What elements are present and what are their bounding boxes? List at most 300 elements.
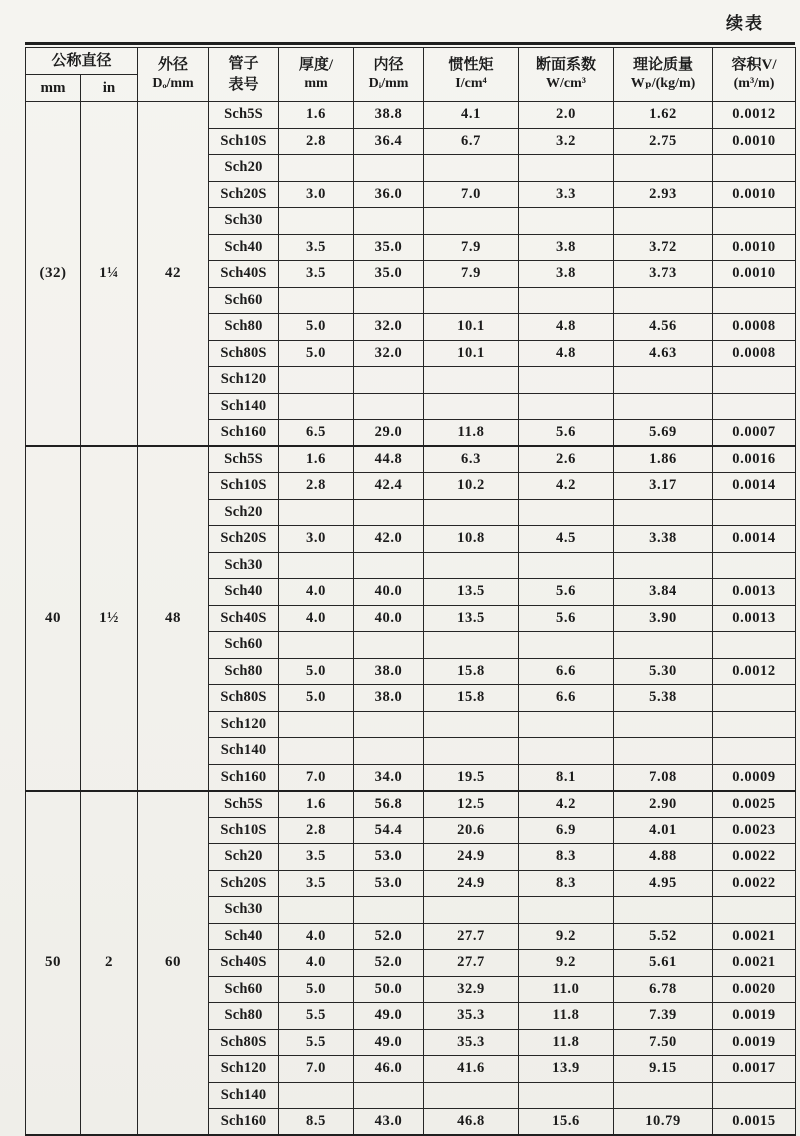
section-modulus-cell: 4.2 xyxy=(519,791,614,818)
mass-cell: 3.90 xyxy=(614,605,713,632)
section-modulus-cell xyxy=(519,632,614,659)
section-modulus-cell xyxy=(519,367,614,394)
inner-diameter-cell xyxy=(354,552,424,579)
section-modulus-cell: 6.9 xyxy=(519,817,614,844)
schedule-cell: Sch10S xyxy=(209,817,279,844)
volume-cell xyxy=(713,155,796,182)
volume-cell xyxy=(713,499,796,526)
schedule-cell: Sch20 xyxy=(209,844,279,871)
thickness-cell: 3.5 xyxy=(279,870,354,897)
inertia-cell xyxy=(424,738,519,765)
inertia-cell xyxy=(424,499,519,526)
volume-cell: 0.0012 xyxy=(713,102,796,129)
schedule-cell: Sch160 xyxy=(209,1109,279,1136)
schedule-cell: Sch40S xyxy=(209,261,279,288)
mass-cell xyxy=(614,499,713,526)
header-theoretical-mass: 理论质量 Wₚ/(kg/m) xyxy=(614,48,713,102)
inner-diameter-cell xyxy=(354,897,424,924)
inner-diameter-cell: 29.0 xyxy=(354,420,424,447)
header-volume: 容积V/ (m³/m) xyxy=(713,48,796,102)
mass-cell xyxy=(614,711,713,738)
inertia-cell: 7.9 xyxy=(424,234,519,261)
inertia-cell xyxy=(424,367,519,394)
volume-cell: 0.0009 xyxy=(713,764,796,791)
mass-cell: 3.38 xyxy=(614,526,713,553)
section-modulus-cell: 4.5 xyxy=(519,526,614,553)
mass-cell xyxy=(614,367,713,394)
thickness-cell: 3.0 xyxy=(279,526,354,553)
inertia-cell: 4.1 xyxy=(424,102,519,129)
continued-table-label: 续表 xyxy=(726,14,764,33)
section-modulus-cell: 3.2 xyxy=(519,128,614,155)
thickness-cell: 1.6 xyxy=(279,102,354,129)
inner-diameter-cell: 42.4 xyxy=(354,473,424,500)
volume-cell xyxy=(713,711,796,738)
mass-cell xyxy=(614,393,713,420)
table-row xyxy=(26,102,796,129)
thickness-cell: 4.0 xyxy=(279,579,354,606)
mass-cell xyxy=(614,287,713,314)
section-modulus-cell xyxy=(519,287,614,314)
inertia-cell: 10.8 xyxy=(424,526,519,553)
mass-cell: 9.15 xyxy=(614,1056,713,1083)
inertia-cell xyxy=(424,155,519,182)
thickness-cell: 5.5 xyxy=(279,1029,354,1056)
schedule-cell: Sch60 xyxy=(209,632,279,659)
section-modulus-cell: 5.6 xyxy=(519,579,614,606)
inner-diameter-cell xyxy=(354,367,424,394)
inertia-cell xyxy=(424,711,519,738)
inner-diameter-cell: 50.0 xyxy=(354,976,424,1003)
volume-cell: 0.0023 xyxy=(713,817,796,844)
mass-cell xyxy=(614,738,713,765)
schedule-cell: Sch30 xyxy=(209,897,279,924)
inertia-cell: 7.9 xyxy=(424,261,519,288)
schedule-cell: Sch20 xyxy=(209,155,279,182)
inertia-cell: 24.9 xyxy=(424,870,519,897)
schedule-cell: Sch80S xyxy=(209,1029,279,1056)
inertia-cell: 24.9 xyxy=(424,844,519,871)
schedule-cell: Sch30 xyxy=(209,552,279,579)
section-modulus-cell: 2.0 xyxy=(519,102,614,129)
header-section-modulus: 断面系数 W/cm³ xyxy=(519,48,614,102)
inertia-cell: 46.8 xyxy=(424,1109,519,1136)
schedule-cell: Sch20 xyxy=(209,499,279,526)
inertia-cell xyxy=(424,1082,519,1109)
inner-diameter-cell xyxy=(354,499,424,526)
inner-diameter-cell: 32.0 xyxy=(354,314,424,341)
thickness-cell: 3.0 xyxy=(279,181,354,208)
section-modulus-cell: 5.6 xyxy=(519,605,614,632)
inner-diameter-cell: 32.0 xyxy=(354,340,424,367)
schedule-cell: Sch5S xyxy=(209,102,279,129)
section-modulus-cell xyxy=(519,711,614,738)
header-nominal-diameter: 公称直径 xyxy=(26,48,138,75)
mass-cell xyxy=(614,897,713,924)
mass-cell xyxy=(614,552,713,579)
volume-cell xyxy=(713,632,796,659)
mass-cell: 4.56 xyxy=(614,314,713,341)
section-modulus-cell: 8.1 xyxy=(519,764,614,791)
nominal-mm-cell: 40 xyxy=(26,446,81,791)
volume-cell: 0.0007 xyxy=(713,420,796,447)
thickness-cell xyxy=(279,552,354,579)
thickness-cell: 5.0 xyxy=(279,340,354,367)
section-modulus-cell: 5.6 xyxy=(519,420,614,447)
inner-diameter-cell: 40.0 xyxy=(354,579,424,606)
volume-cell xyxy=(713,208,796,235)
thickness-cell: 3.5 xyxy=(279,261,354,288)
section-modulus-cell: 4.2 xyxy=(519,473,614,500)
section-modulus-cell: 11.8 xyxy=(519,1003,614,1030)
table-body xyxy=(26,102,796,1136)
schedule-cell: Sch120 xyxy=(209,1056,279,1083)
thickness-cell: 1.6 xyxy=(279,446,354,473)
header-schedule: 管子 表号 xyxy=(209,48,279,102)
thickness-cell xyxy=(279,632,354,659)
mass-cell: 7.50 xyxy=(614,1029,713,1056)
inertia-cell xyxy=(424,287,519,314)
inner-diameter-cell: 38.8 xyxy=(354,102,424,129)
inner-diameter-cell: 36.4 xyxy=(354,128,424,155)
schedule-cell: Sch40 xyxy=(209,923,279,950)
nominal-in-cell: 2 xyxy=(81,791,138,1136)
inner-diameter-cell xyxy=(354,632,424,659)
inertia-cell xyxy=(424,632,519,659)
section-modulus-cell: 3.8 xyxy=(519,234,614,261)
inner-diameter-cell xyxy=(354,208,424,235)
inertia-cell: 15.8 xyxy=(424,658,519,685)
pipe-dimensions-table-wrap xyxy=(25,42,795,1136)
inertia-cell xyxy=(424,393,519,420)
outer-diameter-cell: 60 xyxy=(138,791,209,1136)
thickness-cell: 3.5 xyxy=(279,234,354,261)
volume-cell: 0.0015 xyxy=(713,1109,796,1136)
thickness-cell: 3.5 xyxy=(279,844,354,871)
inertia-cell xyxy=(424,208,519,235)
volume-cell: 0.0019 xyxy=(713,1003,796,1030)
section-modulus-cell: 3.3 xyxy=(519,181,614,208)
inner-diameter-cell: 43.0 xyxy=(354,1109,424,1136)
mass-cell: 5.69 xyxy=(614,420,713,447)
inertia-cell: 35.3 xyxy=(424,1003,519,1030)
schedule-cell: Sch140 xyxy=(209,1082,279,1109)
section-modulus-cell xyxy=(519,208,614,235)
section-modulus-cell xyxy=(519,1082,614,1109)
mass-cell: 5.38 xyxy=(614,685,713,712)
volume-cell: 0.0008 xyxy=(713,314,796,341)
schedule-cell: Sch120 xyxy=(209,711,279,738)
inner-diameter-cell: 56.8 xyxy=(354,791,424,818)
thickness-cell: 5.0 xyxy=(279,685,354,712)
inertia-cell: 27.7 xyxy=(424,950,519,977)
inner-diameter-cell: 46.0 xyxy=(354,1056,424,1083)
section-modulus-cell: 8.3 xyxy=(519,870,614,897)
mass-cell: 2.93 xyxy=(614,181,713,208)
header-outer-diameter: 外径 Dₒ/mm xyxy=(138,48,209,102)
mass-cell: 2.75 xyxy=(614,128,713,155)
inner-diameter-cell: 49.0 xyxy=(354,1003,424,1030)
schedule-cell: Sch140 xyxy=(209,738,279,765)
inertia-cell: 13.5 xyxy=(424,605,519,632)
inner-diameter-cell: 42.0 xyxy=(354,526,424,553)
inertia-cell: 32.9 xyxy=(424,976,519,1003)
outer-diameter-cell: 42 xyxy=(138,102,209,447)
volume-cell: 0.0013 xyxy=(713,579,796,606)
mass-cell: 3.17 xyxy=(614,473,713,500)
section-modulus-cell: 9.2 xyxy=(519,923,614,950)
section-modulus-cell: 2.6 xyxy=(519,446,614,473)
mass-cell: 3.73 xyxy=(614,261,713,288)
mass-cell: 1.86 xyxy=(614,446,713,473)
volume-cell: 0.0016 xyxy=(713,446,796,473)
inertia-cell xyxy=(424,897,519,924)
mass-cell xyxy=(614,1082,713,1109)
section-modulus-cell xyxy=(519,499,614,526)
inertia-cell: 41.6 xyxy=(424,1056,519,1083)
schedule-cell: Sch160 xyxy=(209,420,279,447)
inertia-cell: 6.7 xyxy=(424,128,519,155)
section-modulus-cell: 3.8 xyxy=(519,261,614,288)
inner-diameter-cell: 40.0 xyxy=(354,605,424,632)
inner-diameter-cell: 35.0 xyxy=(354,261,424,288)
thickness-cell xyxy=(279,155,354,182)
volume-cell: 0.0025 xyxy=(713,791,796,818)
inertia-cell: 10.2 xyxy=(424,473,519,500)
table-row xyxy=(26,791,796,818)
inner-diameter-cell: 54.4 xyxy=(354,817,424,844)
thickness-cell xyxy=(279,897,354,924)
table-row xyxy=(26,446,796,473)
volume-cell: 0.0010 xyxy=(713,261,796,288)
volume-cell: 0.0017 xyxy=(713,1056,796,1083)
schedule-cell: Sch20S xyxy=(209,870,279,897)
section-modulus-cell: 11.8 xyxy=(519,1029,614,1056)
schedule-cell: Sch80 xyxy=(209,314,279,341)
schedule-cell: Sch40 xyxy=(209,579,279,606)
volume-cell: 0.0022 xyxy=(713,844,796,871)
volume-cell: 0.0020 xyxy=(713,976,796,1003)
thickness-cell xyxy=(279,711,354,738)
section-modulus-cell xyxy=(519,738,614,765)
thickness-cell xyxy=(279,1082,354,1109)
schedule-cell: Sch5S xyxy=(209,446,279,473)
thickness-cell: 1.6 xyxy=(279,791,354,818)
volume-cell xyxy=(713,685,796,712)
mass-cell: 1.62 xyxy=(614,102,713,129)
thickness-cell: 8.5 xyxy=(279,1109,354,1136)
header-nominal-in: in xyxy=(81,75,138,102)
thickness-cell: 4.0 xyxy=(279,605,354,632)
header-nominal-mm: mm xyxy=(26,75,81,102)
inner-diameter-cell: 52.0 xyxy=(354,950,424,977)
section-modulus-cell: 6.6 xyxy=(519,685,614,712)
volume-cell: 0.0014 xyxy=(713,473,796,500)
inertia-cell: 12.5 xyxy=(424,791,519,818)
thickness-cell xyxy=(279,499,354,526)
volume-cell xyxy=(713,738,796,765)
thickness-cell xyxy=(279,208,354,235)
schedule-cell: Sch40 xyxy=(209,234,279,261)
inertia-cell: 19.5 xyxy=(424,764,519,791)
volume-cell xyxy=(713,552,796,579)
volume-cell: 0.0008 xyxy=(713,340,796,367)
schedule-cell: Sch80 xyxy=(209,1003,279,1030)
inner-diameter-cell xyxy=(354,393,424,420)
inner-diameter-cell xyxy=(354,711,424,738)
volume-cell: 0.0012 xyxy=(713,658,796,685)
header-thickness: 厚度/ mm xyxy=(279,48,354,102)
inertia-cell: 6.3 xyxy=(424,446,519,473)
volume-cell: 0.0019 xyxy=(713,1029,796,1056)
mass-cell: 10.79 xyxy=(614,1109,713,1136)
mass-cell: 3.72 xyxy=(614,234,713,261)
volume-cell xyxy=(713,287,796,314)
inertia-cell: 7.0 xyxy=(424,181,519,208)
mass-cell: 5.30 xyxy=(614,658,713,685)
mass-cell: 5.61 xyxy=(614,950,713,977)
volume-cell: 0.0021 xyxy=(713,950,796,977)
volume-cell: 0.0014 xyxy=(713,526,796,553)
table-header xyxy=(26,48,796,102)
schedule-cell: Sch160 xyxy=(209,764,279,791)
inner-diameter-cell: 34.0 xyxy=(354,764,424,791)
inner-diameter-cell: 44.8 xyxy=(354,446,424,473)
inner-diameter-cell xyxy=(354,1082,424,1109)
volume-cell: 0.0010 xyxy=(713,128,796,155)
thickness-cell xyxy=(279,287,354,314)
nominal-mm-cell: 50 xyxy=(26,791,81,1136)
schedule-cell: Sch10S xyxy=(209,473,279,500)
section-modulus-cell: 13.9 xyxy=(519,1056,614,1083)
schedule-cell: Sch80 xyxy=(209,658,279,685)
mass-cell: 7.08 xyxy=(614,764,713,791)
schedule-cell: Sch40S xyxy=(209,950,279,977)
section-modulus-cell xyxy=(519,552,614,579)
thickness-cell: 4.0 xyxy=(279,950,354,977)
volume-cell: 0.0013 xyxy=(713,605,796,632)
volume-cell: 0.0022 xyxy=(713,870,796,897)
inertia-cell: 27.7 xyxy=(424,923,519,950)
nominal-in-cell: 1½ xyxy=(81,446,138,791)
mass-cell xyxy=(614,208,713,235)
mass-cell: 7.39 xyxy=(614,1003,713,1030)
mass-cell: 4.95 xyxy=(614,870,713,897)
inner-diameter-cell: 35.0 xyxy=(354,234,424,261)
inertia-cell: 10.1 xyxy=(424,314,519,341)
schedule-cell: Sch140 xyxy=(209,393,279,420)
schedule-cell: Sch5S xyxy=(209,791,279,818)
schedule-cell: Sch80S xyxy=(209,685,279,712)
mass-cell: 2.90 xyxy=(614,791,713,818)
volume-cell xyxy=(713,367,796,394)
thickness-cell: 5.0 xyxy=(279,976,354,1003)
thickness-cell xyxy=(279,738,354,765)
mass-cell: 4.88 xyxy=(614,844,713,871)
mass-cell: 6.78 xyxy=(614,976,713,1003)
header-inertia: 惯性矩 I/cm⁴ xyxy=(424,48,519,102)
inner-diameter-cell: 53.0 xyxy=(354,844,424,871)
thickness-cell: 5.0 xyxy=(279,314,354,341)
schedule-cell: Sch80S xyxy=(209,340,279,367)
inner-diameter-cell: 49.0 xyxy=(354,1029,424,1056)
thickness-cell: 7.0 xyxy=(279,1056,354,1083)
inner-diameter-cell: 52.0 xyxy=(354,923,424,950)
header-inner-diameter: 内径 Dᵢ/mm xyxy=(354,48,424,102)
section-modulus-cell: 8.3 xyxy=(519,844,614,871)
section-modulus-cell: 9.2 xyxy=(519,950,614,977)
schedule-cell: Sch60 xyxy=(209,287,279,314)
thickness-cell: 7.0 xyxy=(279,764,354,791)
outer-diameter-cell: 48 xyxy=(138,446,209,791)
inertia-cell: 20.6 xyxy=(424,817,519,844)
volume-cell xyxy=(713,897,796,924)
schedule-cell: Sch10S xyxy=(209,128,279,155)
mass-cell xyxy=(614,155,713,182)
mass-cell: 3.84 xyxy=(614,579,713,606)
volume-cell: 0.0021 xyxy=(713,923,796,950)
mass-cell: 4.63 xyxy=(614,340,713,367)
pipe-dimensions-table xyxy=(25,47,796,1136)
inner-diameter-cell xyxy=(354,287,424,314)
section-modulus-cell: 6.6 xyxy=(519,658,614,685)
section-modulus-cell: 15.6 xyxy=(519,1109,614,1136)
thickness-cell: 2.8 xyxy=(279,817,354,844)
schedule-cell: Sch20S xyxy=(209,181,279,208)
inertia-cell xyxy=(424,552,519,579)
schedule-cell: Sch30 xyxy=(209,208,279,235)
inner-diameter-cell: 53.0 xyxy=(354,870,424,897)
section-modulus-cell: 4.8 xyxy=(519,314,614,341)
mass-cell: 5.52 xyxy=(614,923,713,950)
mass-cell xyxy=(614,632,713,659)
inner-diameter-cell: 38.0 xyxy=(354,685,424,712)
volume-cell xyxy=(713,1082,796,1109)
schedule-cell: Sch40S xyxy=(209,605,279,632)
schedule-cell: Sch60 xyxy=(209,976,279,1003)
thickness-cell: 5.0 xyxy=(279,658,354,685)
volume-cell: 0.0010 xyxy=(713,181,796,208)
thickness-cell xyxy=(279,367,354,394)
schedule-cell: Sch120 xyxy=(209,367,279,394)
inertia-cell: 11.8 xyxy=(424,420,519,447)
inner-diameter-cell xyxy=(354,738,424,765)
mass-cell: 4.01 xyxy=(614,817,713,844)
inertia-cell: 10.1 xyxy=(424,340,519,367)
section-modulus-cell: 4.8 xyxy=(519,340,614,367)
thickness-cell: 4.0 xyxy=(279,923,354,950)
inertia-cell: 13.5 xyxy=(424,579,519,606)
inertia-cell: 15.8 xyxy=(424,685,519,712)
thickness-cell: 6.5 xyxy=(279,420,354,447)
inertia-cell: 35.3 xyxy=(424,1029,519,1056)
section-modulus-cell xyxy=(519,155,614,182)
volume-cell xyxy=(713,393,796,420)
volume-cell: 0.0010 xyxy=(713,234,796,261)
inner-diameter-cell: 38.0 xyxy=(354,658,424,685)
nominal-mm-cell: (32) xyxy=(26,102,81,447)
thickness-cell: 2.8 xyxy=(279,473,354,500)
thickness-cell: 2.8 xyxy=(279,128,354,155)
inner-diameter-cell xyxy=(354,155,424,182)
thickness-cell xyxy=(279,393,354,420)
section-modulus-cell xyxy=(519,897,614,924)
nominal-in-cell: 1¼ xyxy=(81,102,138,447)
schedule-cell: Sch20S xyxy=(209,526,279,553)
inner-diameter-cell: 36.0 xyxy=(354,181,424,208)
section-modulus-cell: 11.0 xyxy=(519,976,614,1003)
section-modulus-cell xyxy=(519,393,614,420)
